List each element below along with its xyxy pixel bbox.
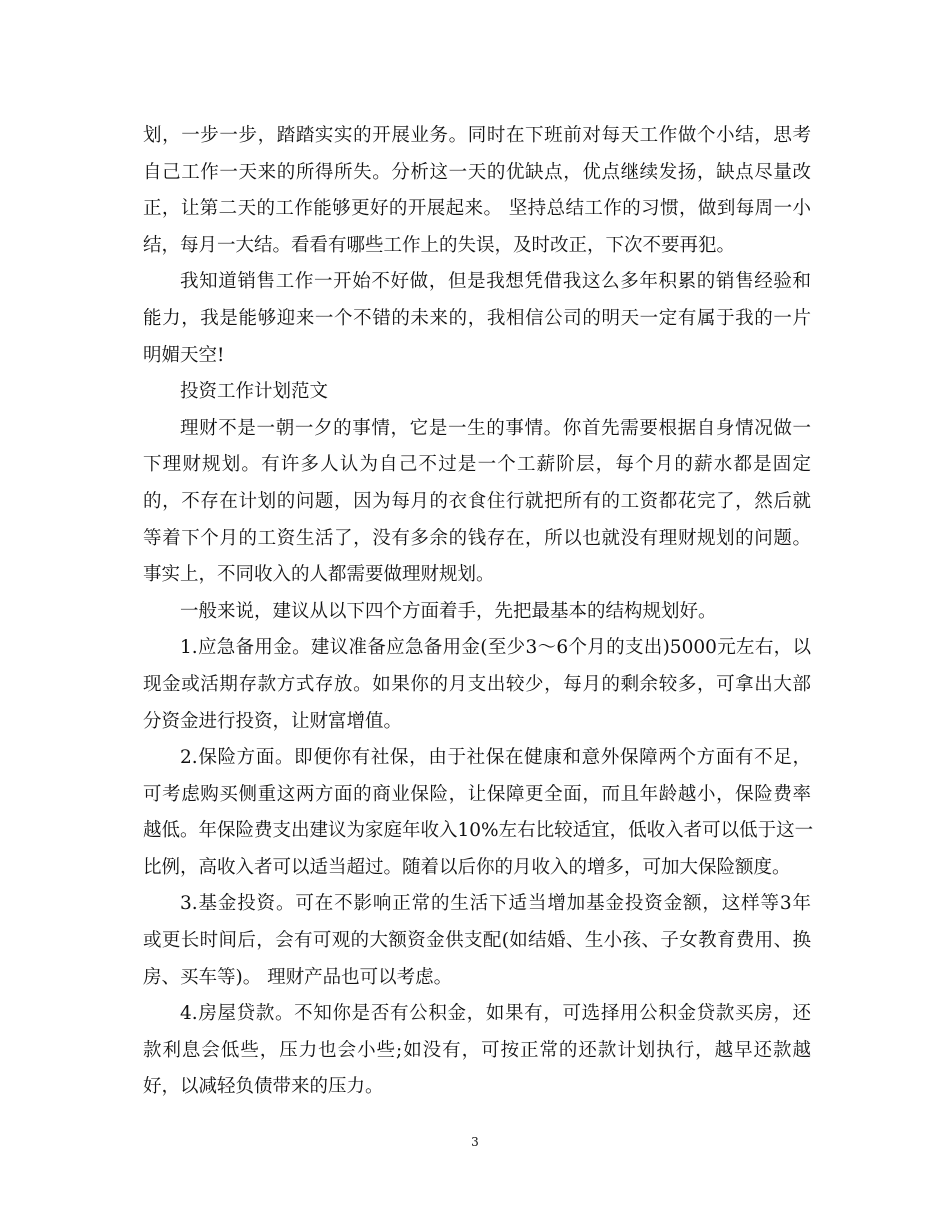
text-line: 下理财规划。有许多人认为自己不过是一个工薪阶层，每个月的薪水都是固定: [143, 454, 811, 476]
text-line: 正，让第二天的工作能够更好的开展起来。 坚持总结工作的习惯，做到每周一小: [143, 198, 811, 220]
text-line: 或更长时间后，会有可观的大额资金供支配(如结婚、生小孩、子女教育费用、换: [143, 930, 811, 952]
paragraph-first-line: 我知道销售工作一开始不好做，但是我想凭借我这么多年积累的销售经验和: [180, 271, 811, 293]
list-item-line: 4.房屋贷款。不知你是否有公积金，如果有，可选择用公积金贷款买房，还: [180, 1003, 811, 1025]
section-heading: 投资工作计划范文: [180, 381, 329, 403]
text-line: 房、买车等)。 理财产品也可以考虑。: [143, 966, 453, 988]
text-line: 能力，我是能够迎来一个不错的未来的，我相信公司的明天一定有属于我的一片: [143, 307, 811, 329]
text-line: 自己工作一天来的所得所失。分析这一天的优缺点，优点继续发扬，缺点尽量改: [143, 161, 811, 183]
page-number: 3: [471, 1135, 479, 1149]
text-line: 分资金进行投资，让财富增值。: [143, 710, 403, 732]
text-line: 比例，高收入者可以适当超过。随着以后你的月收入的增多，可加大保险额度。: [143, 856, 791, 878]
list-item-line: 3.基金投资。可在不影响正常的生活下适当增加基金投资金额，这样等3年: [180, 893, 811, 915]
text-line: 等着下个月的工资生活了，没有多余的钱存在，所以也就没有理财规划的问题。: [143, 527, 811, 549]
text-line: 结，每月一大结。看看有哪些工作上的失误，及时改正，下次不要再犯。: [143, 234, 736, 256]
list-item-line: 1.应急备用金。建议准备应急备用金(至少3～6个月的支出)5000元左右，以: [180, 637, 811, 659]
paragraph-first-line: 理财不是一朝一夕的事情，它是一生的事情。你首先需要根据自身情况做一: [180, 417, 811, 439]
text-line: 事实上，不同收入的人都需要做理财规划。: [143, 564, 495, 586]
list-item-line: 2.保险方面。即便你有社保，由于社保在健康和意外保障两个方面有不足，: [180, 747, 811, 769]
text-line: 好，以减轻负债带来的压力。: [143, 1076, 384, 1098]
text-line: 明媚天空!: [143, 344, 225, 366]
text-line: 划，一步一步，踏踏实实的开展业务。同时在下班前对每天工作做个小结，思考: [143, 125, 811, 146]
text-line: 款利息会低些，压力也会小些;如没有，可按正常的还款计划执行，越早还款越: [143, 1039, 811, 1061]
text-line: 越低。年保险费支出建议为家庭年收入10%左右比较适宜，低收入者可以低于这一: [143, 820, 814, 842]
body-text: [143, 118, 814, 1106]
paragraph-first-line: 一般来说，建议从以下四个方面着手，先把最基本的结构规划好。: [180, 600, 717, 622]
text-line: 的，不存在计划的问题，因为每月的衣食住行就把所有的工资都花完了，然后就: [143, 490, 811, 512]
text-line: 可考虑购买侧重这两方面的商业保险，让保障更全面，而且年龄越小，保险费率: [143, 783, 811, 805]
text-line: 现金或活期存款方式存放。如果你的月支出较少，每月的剩余较多，可拿出大部: [143, 673, 811, 695]
